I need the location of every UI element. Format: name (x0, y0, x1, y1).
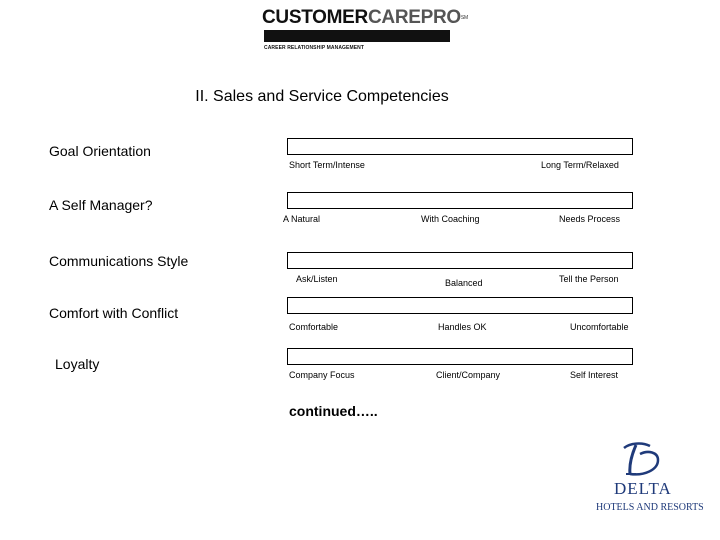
label-self-manager: A Self Manager? (49, 197, 153, 213)
scale-label-needs-process: Needs Process (559, 214, 621, 224)
customercarepro-logo (262, 7, 468, 51)
scale-label-short-term: Short Term/Intense (289, 160, 365, 170)
logo-brand-part2: CAREPRO (367, 7, 461, 28)
scale-label-with-coaching: With Coaching (421, 214, 480, 224)
scale-label-self-interest: Self Interest (570, 370, 619, 380)
delta-hotels-logo (596, 440, 704, 520)
scale-label-long-term: Long Term/Relaxed (541, 160, 619, 170)
label-goal-orientation: Goal Orientation (49, 143, 151, 159)
delta-name: DELTA (614, 479, 672, 498)
scale-box-comfort-with-conflict[interactable] (287, 297, 633, 314)
logo-brand-part1: CUSTOMER (262, 7, 368, 28)
scale-box-goal-orientation[interactable] (287, 138, 633, 155)
logo-tagline: CAREER RELATIONSHIP MANAGEMENT (264, 45, 365, 51)
logo-trademark: SM (460, 15, 468, 21)
scale-label-client-company: Client/Company (436, 370, 501, 380)
scale-label-comfortable: Comfortable (289, 322, 339, 332)
label-comfort-with-conflict: Comfort with Conflict (49, 305, 179, 321)
scale-label-balanced: Balanced (445, 278, 483, 288)
scale-box-loyalty[interactable] (287, 348, 633, 365)
continued-text: continued….. (289, 403, 378, 419)
scale-box-communications-style[interactable] (287, 252, 633, 269)
delta-d-icon (596, 440, 692, 480)
scale-label-uncomfortable: Uncomfortable (570, 322, 629, 332)
label-communications-style: Communications Style (49, 253, 189, 269)
scale-label-ask-listen: Ask/Listen (296, 274, 338, 284)
delta-subtitle: HOTELS AND RESORTS (596, 502, 704, 513)
scale-label-tell-the-person: Tell the Person (559, 274, 619, 284)
logo-bar (264, 30, 450, 42)
scale-label-a-natural: A Natural (283, 214, 321, 224)
page-title: II. Sales and Service Competencies (195, 88, 449, 105)
scale-label-company-focus: Company Focus (289, 370, 355, 380)
label-loyalty: Loyalty (55, 356, 100, 372)
scale-box-self-manager[interactable] (287, 192, 633, 209)
scale-label-handles-ok: Handles OK (438, 322, 487, 332)
